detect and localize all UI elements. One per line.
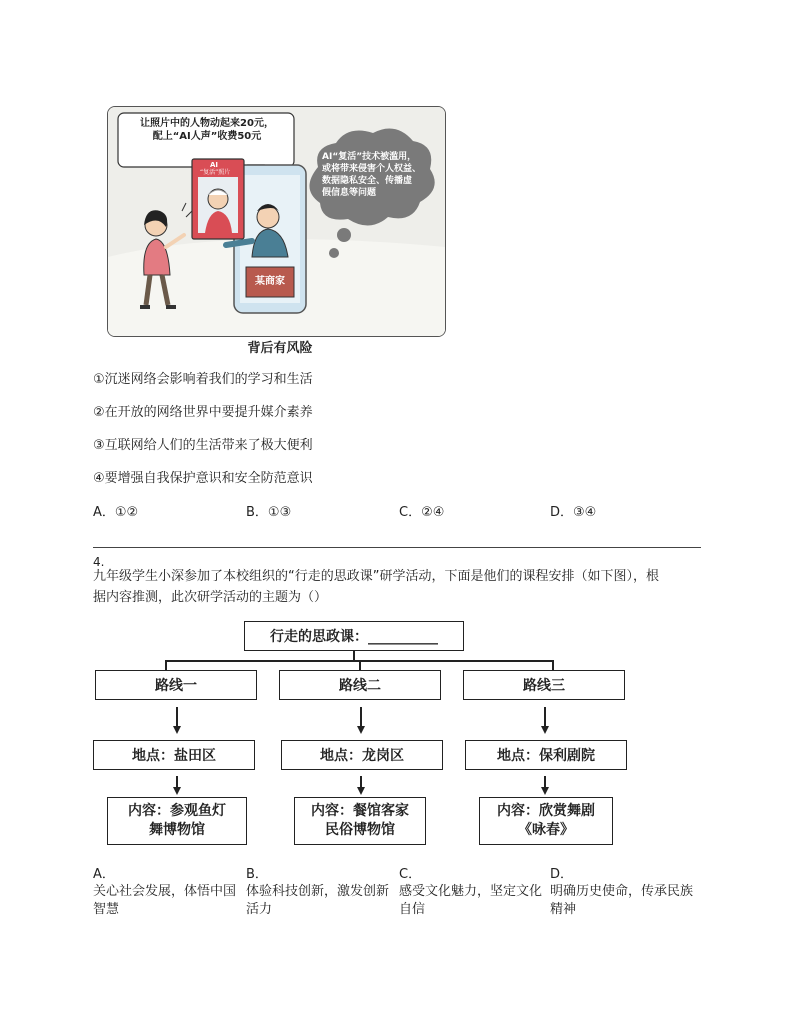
place-box-1: 地点：盐田区: [93, 740, 255, 770]
choice-letter: D．: [550, 505, 574, 520]
option-2: ②在开放的网络世界中要提升媒介素养: [93, 405, 313, 420]
choice-text: ③④: [573, 505, 597, 520]
q4-choice-b[interactable]: [246, 866, 399, 919]
content-box-2: [294, 797, 426, 845]
shop-sign-text: 某商家: [255, 276, 285, 287]
arrow-head: [541, 726, 549, 734]
choice-letter: A．: [93, 505, 115, 520]
content-line: 内容：餐馆客家: [311, 803, 409, 819]
connector-line: [552, 660, 554, 670]
q4-number: 4.: [93, 555, 105, 569]
arrow-head: [357, 726, 365, 734]
option-4: ④要增强自我保护意识和安全防范意识: [93, 471, 313, 486]
cartoon-caption: 背后有风险: [247, 341, 313, 356]
choice-letter: C．: [399, 867, 422, 882]
route-box-3: 路线三: [463, 670, 625, 700]
speech-bubble-text: 让照片中的人物动起来20元， 配上“AI人声”收费50元: [140, 118, 274, 142]
choice-line: 精神: [550, 902, 577, 917]
arrow-shaft: [360, 707, 362, 727]
choice-letter: B．: [246, 505, 268, 520]
route-box-1: 路线一: [95, 670, 257, 700]
arrow-head: [357, 787, 365, 795]
choice-letter: D．: [550, 867, 574, 882]
content-box-1: [107, 797, 247, 845]
choice-letter: C．: [399, 505, 422, 520]
arrow-head: [541, 787, 549, 795]
q3-choice-b[interactable]: [246, 504, 291, 522]
content-line: 民俗博物馆: [325, 822, 395, 838]
option-1: ①沉迷网络会影响着我们的学习和生活: [93, 372, 313, 387]
choice-line: 明确历史使命，传承民族: [550, 884, 694, 899]
q3-choice-d[interactable]: [550, 504, 596, 522]
choice-letter: B．: [246, 867, 268, 882]
arrow-shaft: [544, 707, 546, 727]
q4-stem-line2: 据内容推测，此次研学活动的主题为（）: [93, 590, 328, 605]
choice-line: 智慧: [93, 902, 120, 917]
choice-text: ②④: [421, 505, 445, 520]
choice-line: 体验科技创新，激发创新: [246, 884, 390, 899]
frame-label-revive: “复活”照片: [200, 169, 231, 176]
connector-line: [359, 660, 361, 670]
frame-label-ai: AI: [210, 161, 219, 169]
option-3: ③互联网给人们的生活带来了极大便利: [93, 438, 313, 453]
route-box-2: 路线二: [279, 670, 441, 700]
choice-line: 关心社会发展，体悟中国: [93, 884, 237, 899]
arrow-shaft: [176, 707, 178, 727]
content-line: 舞博物馆: [149, 822, 205, 838]
choice-line: 感受文化魅力，坚定文化: [399, 884, 543, 899]
content-box-3: [479, 797, 613, 845]
choice-line: 活力: [246, 902, 273, 917]
content-line: 内容：参观鱼灯: [128, 803, 226, 819]
q3-choice-a[interactable]: [93, 504, 138, 522]
connector-line: [165, 660, 167, 670]
q4-stem-line1: 九年级学生小深参加了本校组织的“行走的思政课”研学活动，下面是他们的课程安排（如下图），根: [93, 569, 659, 584]
q4-choice-a[interactable]: [93, 866, 246, 919]
place-box-2: 地点：龙岗区: [281, 740, 443, 770]
q4-choice-d[interactable]: [550, 866, 703, 919]
arrow-head: [173, 726, 181, 734]
choice-line: 自信: [399, 902, 426, 917]
place-box-3: 地点：保利剧院: [465, 740, 627, 770]
arrow-head: [173, 787, 181, 795]
diagram-top-box: 行走的思政课：__________: [244, 621, 464, 651]
q3-choice-c[interactable]: [399, 504, 444, 522]
content-line: 《咏春》: [518, 822, 574, 838]
cartoon-illustration: [107, 106, 446, 337]
question-divider: [93, 547, 701, 548]
q4-choice-c[interactable]: [399, 866, 552, 919]
content-line: 内容：欣赏舞剧: [497, 803, 595, 819]
choice-letter: A．: [93, 867, 115, 882]
choice-text: ①③: [267, 505, 292, 520]
choice-text: ①②: [114, 505, 139, 520]
thought-bubble-text: AI“复活”技术被滥用， 或将带来侵害个人权益、 数据隐私安全、传播虚 假信息等问题: [322, 152, 422, 198]
